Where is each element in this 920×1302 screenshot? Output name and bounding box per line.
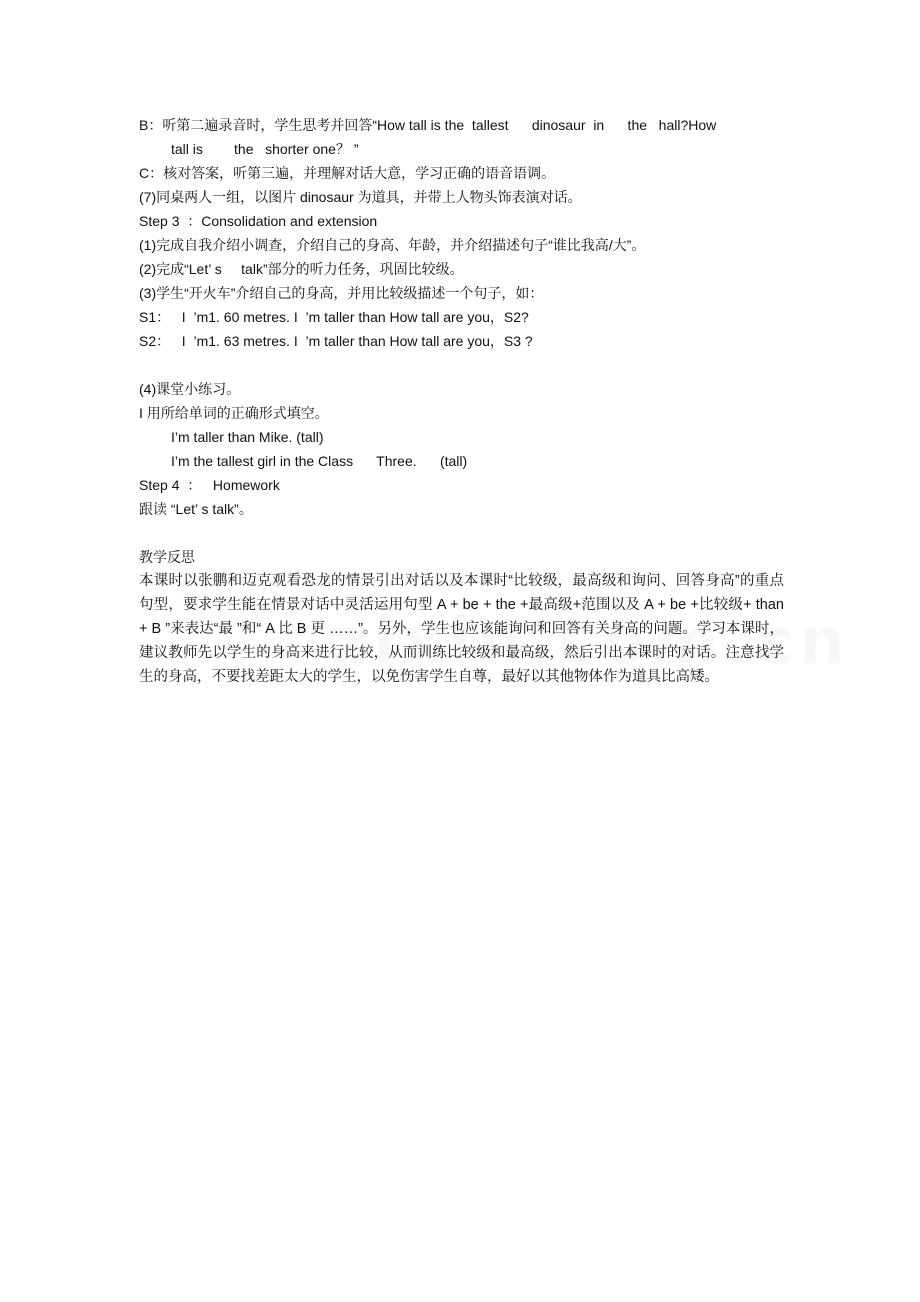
- blank-line: [139, 521, 784, 545]
- dialogue-s2-line: S2： I ’m1. 63 metres. I ’m taller than How tall are you，S3 ?: [139, 333, 533, 349]
- step-b-line: B：听第二遍录音时，学生思考并回答“How tall is the tallest dinosaur in the hall?How: [139, 117, 717, 133]
- exercise-item-2: I’m the tallest girl in the Class Three. (tall): [171, 453, 468, 469]
- step-c-line: C：核对答案，听第三遍，并理解对话大意，学习正确的语音语调。: [139, 165, 556, 181]
- follow-read-line: 跟读 “Let’ s talk”。: [139, 501, 253, 517]
- step-b-line-continued: tall is the shorter one？ ”: [171, 141, 359, 157]
- activity-1-line: (1)完成自我介绍小调查，介绍自己的身高、年龄，并介绍描述句子“谁比我高/大”。: [139, 237, 646, 253]
- activity-7-line: (7)同桌两人一组，以图片 dinosaur 为道具，并带上人物头饰表演对话。: [139, 189, 582, 205]
- activity-3-line: (3)学生“开火车”介绍自己的身高，并用比较级描述一个句子，如：: [139, 285, 544, 301]
- activity-2-line: (2)完成“Let’ s talk”部分的听力任务，巩固比较级。: [139, 261, 464, 277]
- dialogue-s1-line: S1： I ’m1. 60 metres. I ’m taller than How tall are you，S2?: [139, 309, 529, 325]
- activity-4-line: (4)课堂小练习。: [139, 381, 241, 397]
- exercise-item-1: I’m taller than Mike. (tall): [171, 429, 324, 445]
- exercise-instruction-line: I 用所给单词的正确形式填空。: [139, 405, 329, 421]
- step-4-heading: Step 4 ： Homework: [139, 477, 280, 493]
- reflection-heading: 教学反思: [139, 549, 195, 565]
- document-body: [139, 113, 784, 689]
- reflection-paragraph: 本课时以张鹏和迈克观看恐龙的情景引出对话以及本课时“比较级，最高级和询问、回答身高”的重点句型，要求学生能在情景对话中灵活运用句型 A + be + the +最高级+范围以及 A + be +比较级+ than + B ”来表达“最 ”和“ A 比 B 更 ……”。另外，学生也应该能询问和回答有关身高的问题。学习本课时，建议教师先以学生的身高来进行比较，从而训练比较级和最高级，然后引出本课时的对话。注意找学生的身高，不要找差距太大的学生，以免伤害学生自尊，最好以其他物体作为道具比高矮。: [139, 573, 784, 685]
- step-3-heading: Step 3 ：Consolidation and extension: [139, 213, 378, 229]
- blank-line: [139, 353, 784, 377]
